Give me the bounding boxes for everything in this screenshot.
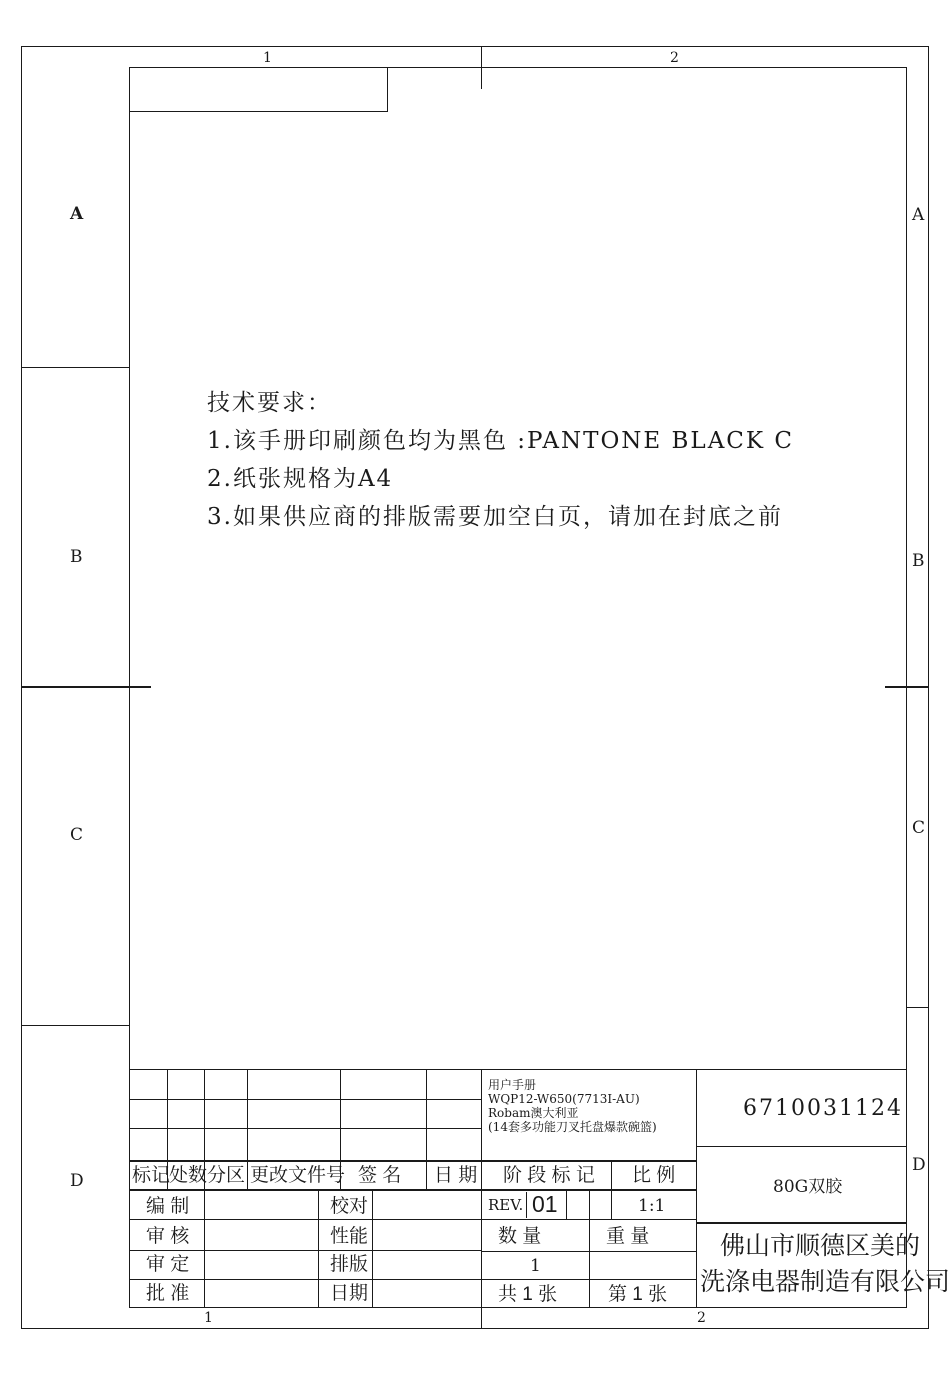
row-label-b-right: B bbox=[912, 551, 925, 571]
row-label-d-left: D bbox=[70, 1171, 84, 1191]
column-label-1-top: 1 bbox=[263, 50, 272, 66]
role-verified: 审 定 bbox=[146, 1254, 190, 1275]
sheet-number: 第 1 张 bbox=[608, 1284, 668, 1305]
column-label-1-bottom: 1 bbox=[204, 1310, 213, 1326]
column-label-2-bottom: 2 bbox=[697, 1310, 706, 1326]
material: 80G双胶 bbox=[773, 1177, 843, 1197]
note-item-3: 3.如果供应商的排版需要加空白页，请加在封底之前 bbox=[207, 504, 783, 530]
scale-value: 1:1 bbox=[638, 1196, 666, 1216]
check-layout: 排版 bbox=[330, 1254, 369, 1275]
role-drafted: 编 制 bbox=[146, 1196, 190, 1217]
note-item-1: 1.该手册印刷颜色均为黑色 :PANTONE BLACK C bbox=[207, 428, 795, 454]
row-label-c-right: C bbox=[912, 818, 926, 838]
notes-heading: 技术要求： bbox=[207, 390, 332, 416]
check-proofread: 校对 bbox=[330, 1196, 369, 1217]
weight-label: 重 量 bbox=[606, 1226, 650, 1247]
header-zone: 分区 bbox=[207, 1165, 246, 1186]
row-label-c-left: C bbox=[70, 825, 84, 845]
role-reviewed: 审 核 bbox=[146, 1226, 190, 1247]
role-approved: 批 准 bbox=[146, 1283, 190, 1304]
row-label-a-right: A bbox=[912, 205, 925, 225]
row-label-a-left: A bbox=[70, 204, 84, 224]
stage-label: 阶 段 标 记 bbox=[503, 1165, 595, 1186]
part-number: 6710031124 bbox=[743, 1096, 903, 1121]
row-label-b-left: B bbox=[70, 547, 83, 567]
company-line-1: 佛山市顺德区美的 bbox=[720, 1232, 921, 1260]
column-label-2-top: 2 bbox=[670, 50, 679, 66]
note-item-2: 2.纸张规格为A4 bbox=[207, 466, 394, 492]
header-signature: 签 名 bbox=[358, 1165, 402, 1186]
company-line-2: 洗涤电器制造有限公司 bbox=[700, 1268, 950, 1296]
quantity-label: 数 量 bbox=[498, 1226, 542, 1247]
rev-value: 01 bbox=[532, 1191, 558, 1217]
quantity-value: 1 bbox=[530, 1256, 541, 1276]
scale-label: 比 例 bbox=[632, 1165, 676, 1186]
description-line-1: 用户手册 bbox=[488, 1078, 537, 1092]
total-sheets: 共 1 张 bbox=[498, 1284, 558, 1305]
check-date: 日期 bbox=[330, 1283, 369, 1304]
rev-prefix: REV. bbox=[488, 1196, 524, 1214]
description-line-4: (14套多功能刀叉托盘爆款碗篮) bbox=[488, 1120, 657, 1134]
header-mark: 标记 bbox=[132, 1165, 171, 1186]
header-count: 处数 bbox=[169, 1165, 208, 1186]
description-line-3: Robam澳大利亚 bbox=[488, 1106, 579, 1120]
header-change-doc: 更改文件号 bbox=[250, 1165, 346, 1186]
header-date: 日 期 bbox=[434, 1165, 478, 1186]
description-line-2: WQP12-W650(7713I-AU) bbox=[488, 1092, 640, 1106]
row-label-d-right: D bbox=[912, 1155, 926, 1175]
check-performance: 性能 bbox=[330, 1226, 369, 1247]
